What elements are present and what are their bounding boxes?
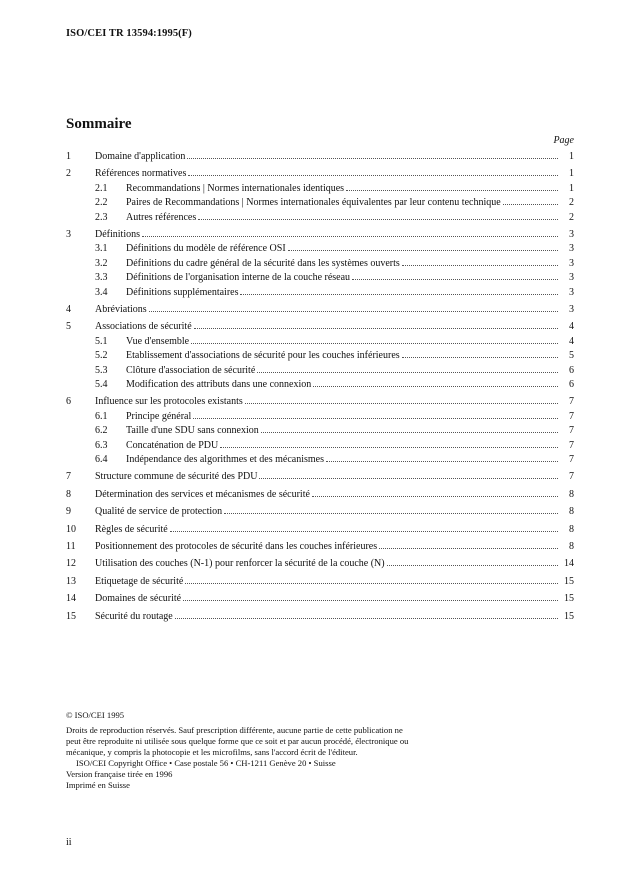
toc-subentry-number: 5.4 (95, 379, 108, 390)
toc-entry-page: 3 (569, 272, 574, 284)
toc-entry-label: Définitions du modèle de référence OSI (126, 243, 286, 255)
toc-entry-label: Domaine d'application (95, 151, 186, 162)
toc-entry-label: Paires de Recommandations | Normes internationales équivalentes par leur contenu technique (126, 197, 501, 209)
toc-subentry-number: 5.1 (95, 335, 108, 347)
toc-entry-number: 2 (66, 168, 71, 180)
toc-entry-page: 2 (569, 211, 574, 223)
toc-entry-page: 7 (569, 471, 574, 483)
dot-leader (240, 294, 558, 295)
dot-leader (194, 328, 558, 329)
dot-leader (198, 219, 558, 220)
toc-entry-page: 4 (569, 321, 574, 333)
dot-leader (402, 357, 558, 358)
toc-entry-label: Définitions de l'organisation interne de la couche réseau (126, 272, 351, 284)
toc-subentry (0, 424, 621, 438)
toc-entry-page: 1 (569, 168, 574, 180)
toc-entry-label: Structure commune de sécurité des PDU (95, 471, 258, 483)
toc-entry-label: Utilisation des couches (N-1) pour renforcer la sécurité de la couche (N) (95, 558, 385, 570)
toc-subentry (0, 271, 621, 285)
toc-subentry-number: 3.3 (95, 272, 108, 284)
toc-entry-page: 3 (569, 257, 574, 269)
toc-entry-label: Modification des attributs dans une connexion (126, 379, 312, 390)
copyright-notice: © ISO/CEI 1995 (66, 710, 125, 720)
toc-entry (0, 557, 621, 571)
toc-entry (0, 488, 621, 502)
toc-entry-label: Autres références (126, 211, 197, 223)
toc-entry-page: 7 (569, 410, 574, 422)
toc-entry-number: 5 (66, 321, 71, 333)
toc-entry (0, 395, 621, 409)
toc-entry-page: 1 (569, 151, 574, 162)
toc-subentry (0, 196, 621, 210)
toc-entry-label: Détermination des services et mécanismes de sécurité (95, 488, 310, 500)
toc-subentry-number: 3.2 (95, 257, 108, 269)
toc-subentry-number: 6.3 (95, 439, 108, 451)
toc-subentry (0, 364, 621, 378)
toc-entry-number: 11 (66, 541, 76, 552)
toc-entry (0, 150, 621, 164)
toc-entry-page: 6 (569, 364, 574, 376)
dot-leader (245, 403, 558, 404)
toc-subentry-number: 3.4 (95, 286, 108, 298)
page-folio: ii (66, 837, 72, 848)
dot-leader (352, 279, 558, 280)
toc-subentry-number: 2.1 (95, 182, 108, 194)
dot-leader (261, 432, 558, 433)
toc-entry-label: Définitions (95, 229, 140, 240)
toc-entry-number: 6 (66, 396, 71, 408)
toc-entry-number: 13 (66, 575, 76, 587)
toc-subentry-number: 2.2 (95, 197, 108, 209)
toc-entry-page: 15 (564, 610, 574, 622)
toc-entry-label: Taille d'une SDU sans connexion (126, 425, 259, 437)
toc-subentry-number: 3.1 (95, 243, 108, 255)
page-column-label: Page (553, 135, 574, 146)
toc-entry-page: 15 (564, 575, 574, 587)
toc-subentry-number: 6.1 (95, 410, 108, 422)
toc-entry-number: 14 (66, 593, 76, 605)
toc-subentry (0, 257, 621, 271)
toc-entry-label: Abréviations (95, 304, 147, 315)
copyright-block (66, 710, 416, 791)
toc-entry-page: 15 (564, 593, 574, 605)
dot-leader (187, 158, 558, 159)
dot-leader (313, 386, 558, 387)
toc-subentry (0, 439, 621, 453)
dot-leader (149, 311, 558, 312)
dot-leader (402, 265, 558, 266)
toc-entry-number: 4 (66, 304, 71, 315)
toc-entry-number: 12 (66, 558, 76, 570)
toc-entry (0, 320, 621, 334)
toc-entry (0, 575, 621, 589)
dot-leader (257, 372, 558, 373)
toc-entry-page: 3 (569, 286, 574, 298)
dot-leader (142, 236, 558, 237)
dot-leader (220, 447, 558, 448)
toc-entry-number: 3 (66, 229, 71, 240)
dot-leader (193, 418, 558, 419)
toc-entry-page: 3 (569, 229, 574, 240)
toc-entry-label: Positionnement des protocoles de sécurité dans les couches inférieures (95, 541, 378, 552)
toc-entry-number: 7 (66, 471, 71, 483)
toc-subentry (0, 182, 621, 196)
toc-entry-number: 8 (66, 488, 71, 500)
toc-entry-page: 8 (569, 523, 574, 535)
toc-entry-page: 4 (569, 335, 574, 347)
toc-entry (0, 610, 621, 624)
toc-entry (0, 167, 621, 181)
toc-subentry (0, 242, 621, 256)
toc-subentry-number: 5.2 (95, 350, 108, 362)
dot-leader (346, 190, 558, 191)
toc-entry-page: 3 (569, 243, 574, 255)
toc-entry (0, 303, 621, 317)
dot-leader (170, 531, 558, 532)
toc-title: Sommaire (66, 116, 132, 132)
toc-entry-label: Indépendance des algorithmes et des mécanismes (126, 454, 324, 465)
toc-subentry-number: 6.4 (95, 454, 108, 465)
toc-entry-page: 8 (569, 506, 574, 518)
toc-entry-page: 2 (569, 197, 574, 209)
toc-entry-page: 7 (569, 439, 574, 451)
copyright-address: ISO/CEI Copyright Office • Case postale 56 • CH-1211 Genève 20 • Suisse (76, 758, 336, 768)
dot-leader (188, 175, 558, 176)
toc-entry-label: Influence sur les protocoles existants (95, 396, 243, 408)
toc-entry-page: 1 (569, 182, 574, 194)
toc-subentry (0, 349, 621, 363)
toc-entry-page: 8 (569, 488, 574, 500)
toc-entry (0, 505, 621, 519)
toc-subentry (0, 410, 621, 424)
toc-entry-label: Vue d'ensemble (126, 335, 190, 347)
dot-leader (503, 204, 558, 205)
dot-leader (185, 583, 558, 584)
toc-entry (0, 592, 621, 606)
toc-entry-label: Domaines de sécurité (95, 593, 182, 605)
dot-leader (312, 496, 558, 497)
toc-entry-page: 14 (564, 558, 574, 570)
toc-entry-label: Principe général (126, 410, 192, 422)
toc-entry-label: Recommandations | Normes internationales identiques (126, 182, 345, 194)
toc-entry-label: Définitions du cadre général de la sécurité dans les systèmes ouverts (126, 257, 400, 269)
toc-subentry (0, 211, 621, 225)
dot-leader (326, 461, 558, 462)
version-note: Version française tirée en 1996 (66, 769, 173, 779)
toc-entry-label: Qualité de service de protection (95, 506, 223, 518)
document-reference: ISO/CEI TR 13594:1995(F) (66, 28, 192, 39)
dot-leader (259, 478, 558, 479)
toc-entry-label: Etablissement d'associations de sécurité pour les couches inférieures (126, 350, 400, 362)
toc-entry-page: 7 (569, 454, 574, 465)
toc-entry-label: Etiquetage de sécurité (95, 575, 184, 587)
toc-subentry (0, 335, 621, 349)
toc-entry-label: Références normatives (95, 168, 187, 180)
toc-entry-label: Définitions supplémentaires (126, 286, 239, 298)
printed-note: Imprimé en Suisse (66, 780, 130, 790)
toc-subentry-number: 5.3 (95, 364, 108, 376)
toc-entry (0, 523, 621, 537)
toc-entry (0, 470, 621, 484)
toc-entry-number: 15 (66, 610, 76, 622)
dot-leader (288, 250, 558, 251)
toc-subentry (0, 453, 621, 467)
toc-entry-label: Clôture d'association de sécurité (126, 364, 256, 376)
toc-entry (0, 540, 621, 554)
toc-entry-label: Règles de sécurité (95, 523, 168, 535)
toc-subentry (0, 286, 621, 300)
toc-entry-page: 6 (569, 379, 574, 390)
dot-leader (175, 618, 558, 619)
dot-leader (183, 600, 558, 601)
toc-subentry-number: 6.2 (95, 425, 108, 437)
toc-subentry-number: 2.3 (95, 211, 108, 223)
toc-entry-page: 3 (569, 304, 574, 315)
toc-entry-page: 5 (569, 350, 574, 362)
toc-entry-number: 1 (66, 151, 71, 162)
copyright-rights: Droits de reproduction réservés. Sauf prescription différente, aucune partie de cette publication ne peut être reproduite ni utilisée sous quelque forme que ce soit et par aucun procédé, électronique ou mécanique, y compris la photocopie et les microfilms, sans l'accord écrit de l'éditeur. (66, 725, 409, 757)
toc-entry-label: Sécurité du routage (95, 610, 173, 622)
toc-entry-page: 7 (569, 396, 574, 408)
toc-entry-label: Associations de sécurité (95, 321, 192, 333)
toc-entry-page: 7 (569, 425, 574, 437)
toc-entry (0, 228, 621, 242)
toc-entry-number: 9 (66, 506, 71, 518)
toc-entry-page: 8 (569, 541, 574, 552)
dot-leader (379, 548, 558, 549)
dot-leader (191, 343, 558, 344)
toc-subentry (0, 378, 621, 392)
dot-leader (224, 513, 558, 514)
toc-entry-number: 10 (66, 523, 76, 535)
dot-leader (387, 565, 558, 566)
toc-entry-label: Concaténation de PDU (126, 439, 219, 451)
